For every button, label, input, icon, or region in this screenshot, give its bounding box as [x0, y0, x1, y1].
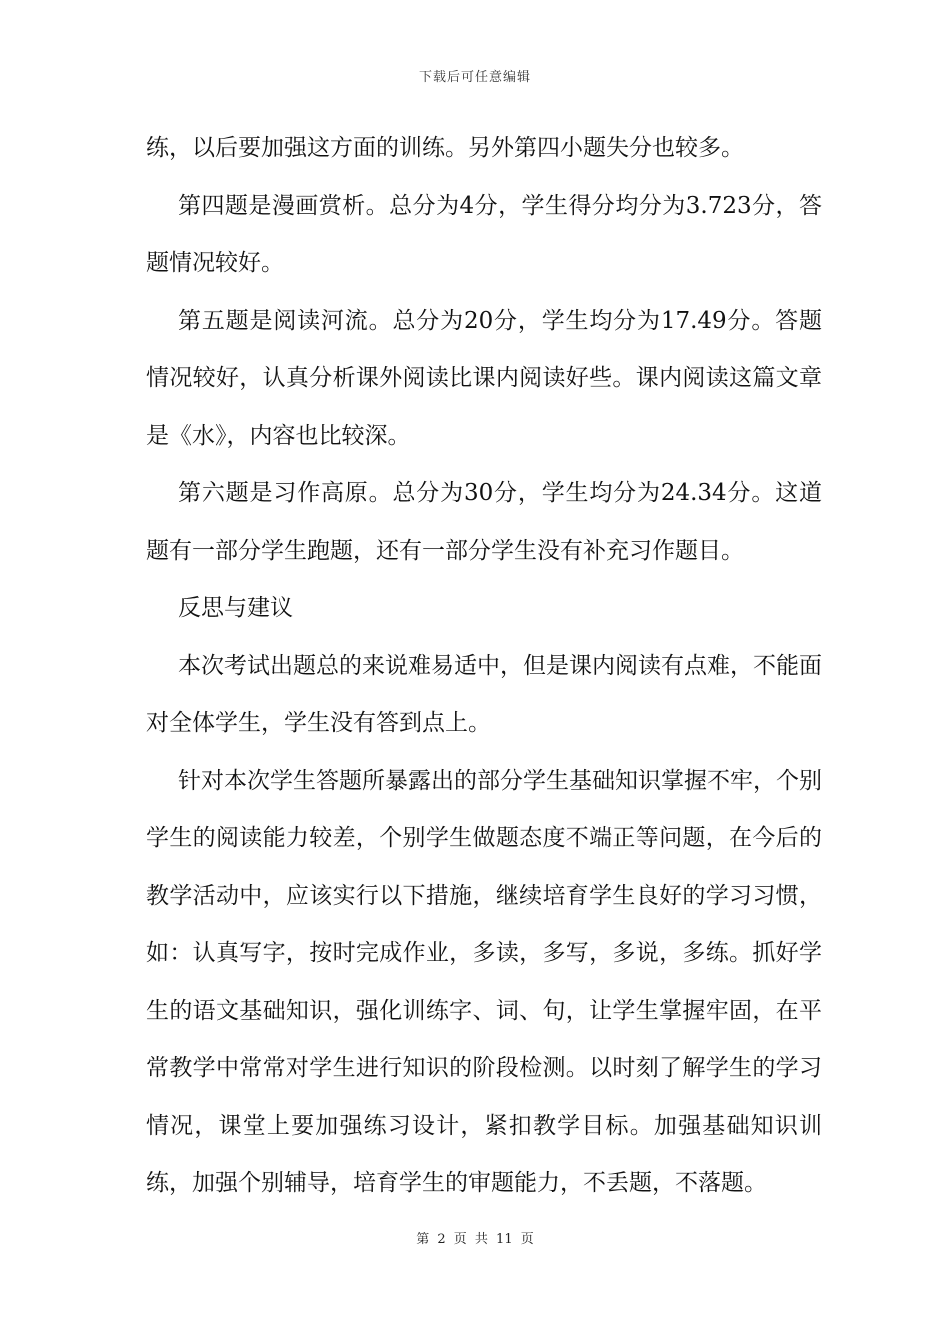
- page-header: 下载后可任意编辑: [418, 70, 531, 85]
- document-body: [146, 120, 822, 1213]
- page-number: 第 2 页 共 11 页: [416, 1232, 534, 1247]
- paragraph-question-four: 第四题是漫画赏析。总分为4分，学生得分均分为3.723分，答题情况较好。: [146, 192, 822, 276]
- paragraph-continuation: 练，以后要加强这方面的训练。另外第四小题失分也较多。: [146, 135, 744, 161]
- paragraph-exam-difficulty: 本次考试出题总的来说难易适中，但是课内阅读有点难，不能面对全体学生，学生没有答到点上。: [146, 652, 822, 736]
- paragraph-question-six: 第六题是习作高原。总分为30分，学生均分为24.34分。这道题有一部分学生跑题，还有一部分学生没有补充习作题目。: [146, 480, 822, 564]
- paragraph-measures: 针对本次学生答题所暴露出的部分学生基础知识掌握不牢，个别学生的阅读能力较差，个别学生做题态度不端正等问题，在今后的教学活动中，应该实行以下措施，继续培育学生良好的学习习惯，如：认真写字，按时完成作业，多读，多写，多说，多练。抓好学生的语文基础知识，强化训练字、词、句，让学生掌握牢固，在平常教学中常常对学生进行知识的阶段检测。以时刻了解学生的学习情况，课堂上要加强练习设计，紧扣教学目标。加强基础知识训练，加强个别辅导，培育学生的审题能力，不丢题，不落题。: [146, 767, 822, 1196]
- section-heading-reflection: 反思与建议: [178, 595, 293, 621]
- paragraph-question-five: 第五题是阅读河流。总分为20分，学生均分为17.49分。答题情况较好，认真分析课外阅读比课内阅读好些。课内阅读这篇文章是《水》，内容也比较深。: [146, 307, 822, 449]
